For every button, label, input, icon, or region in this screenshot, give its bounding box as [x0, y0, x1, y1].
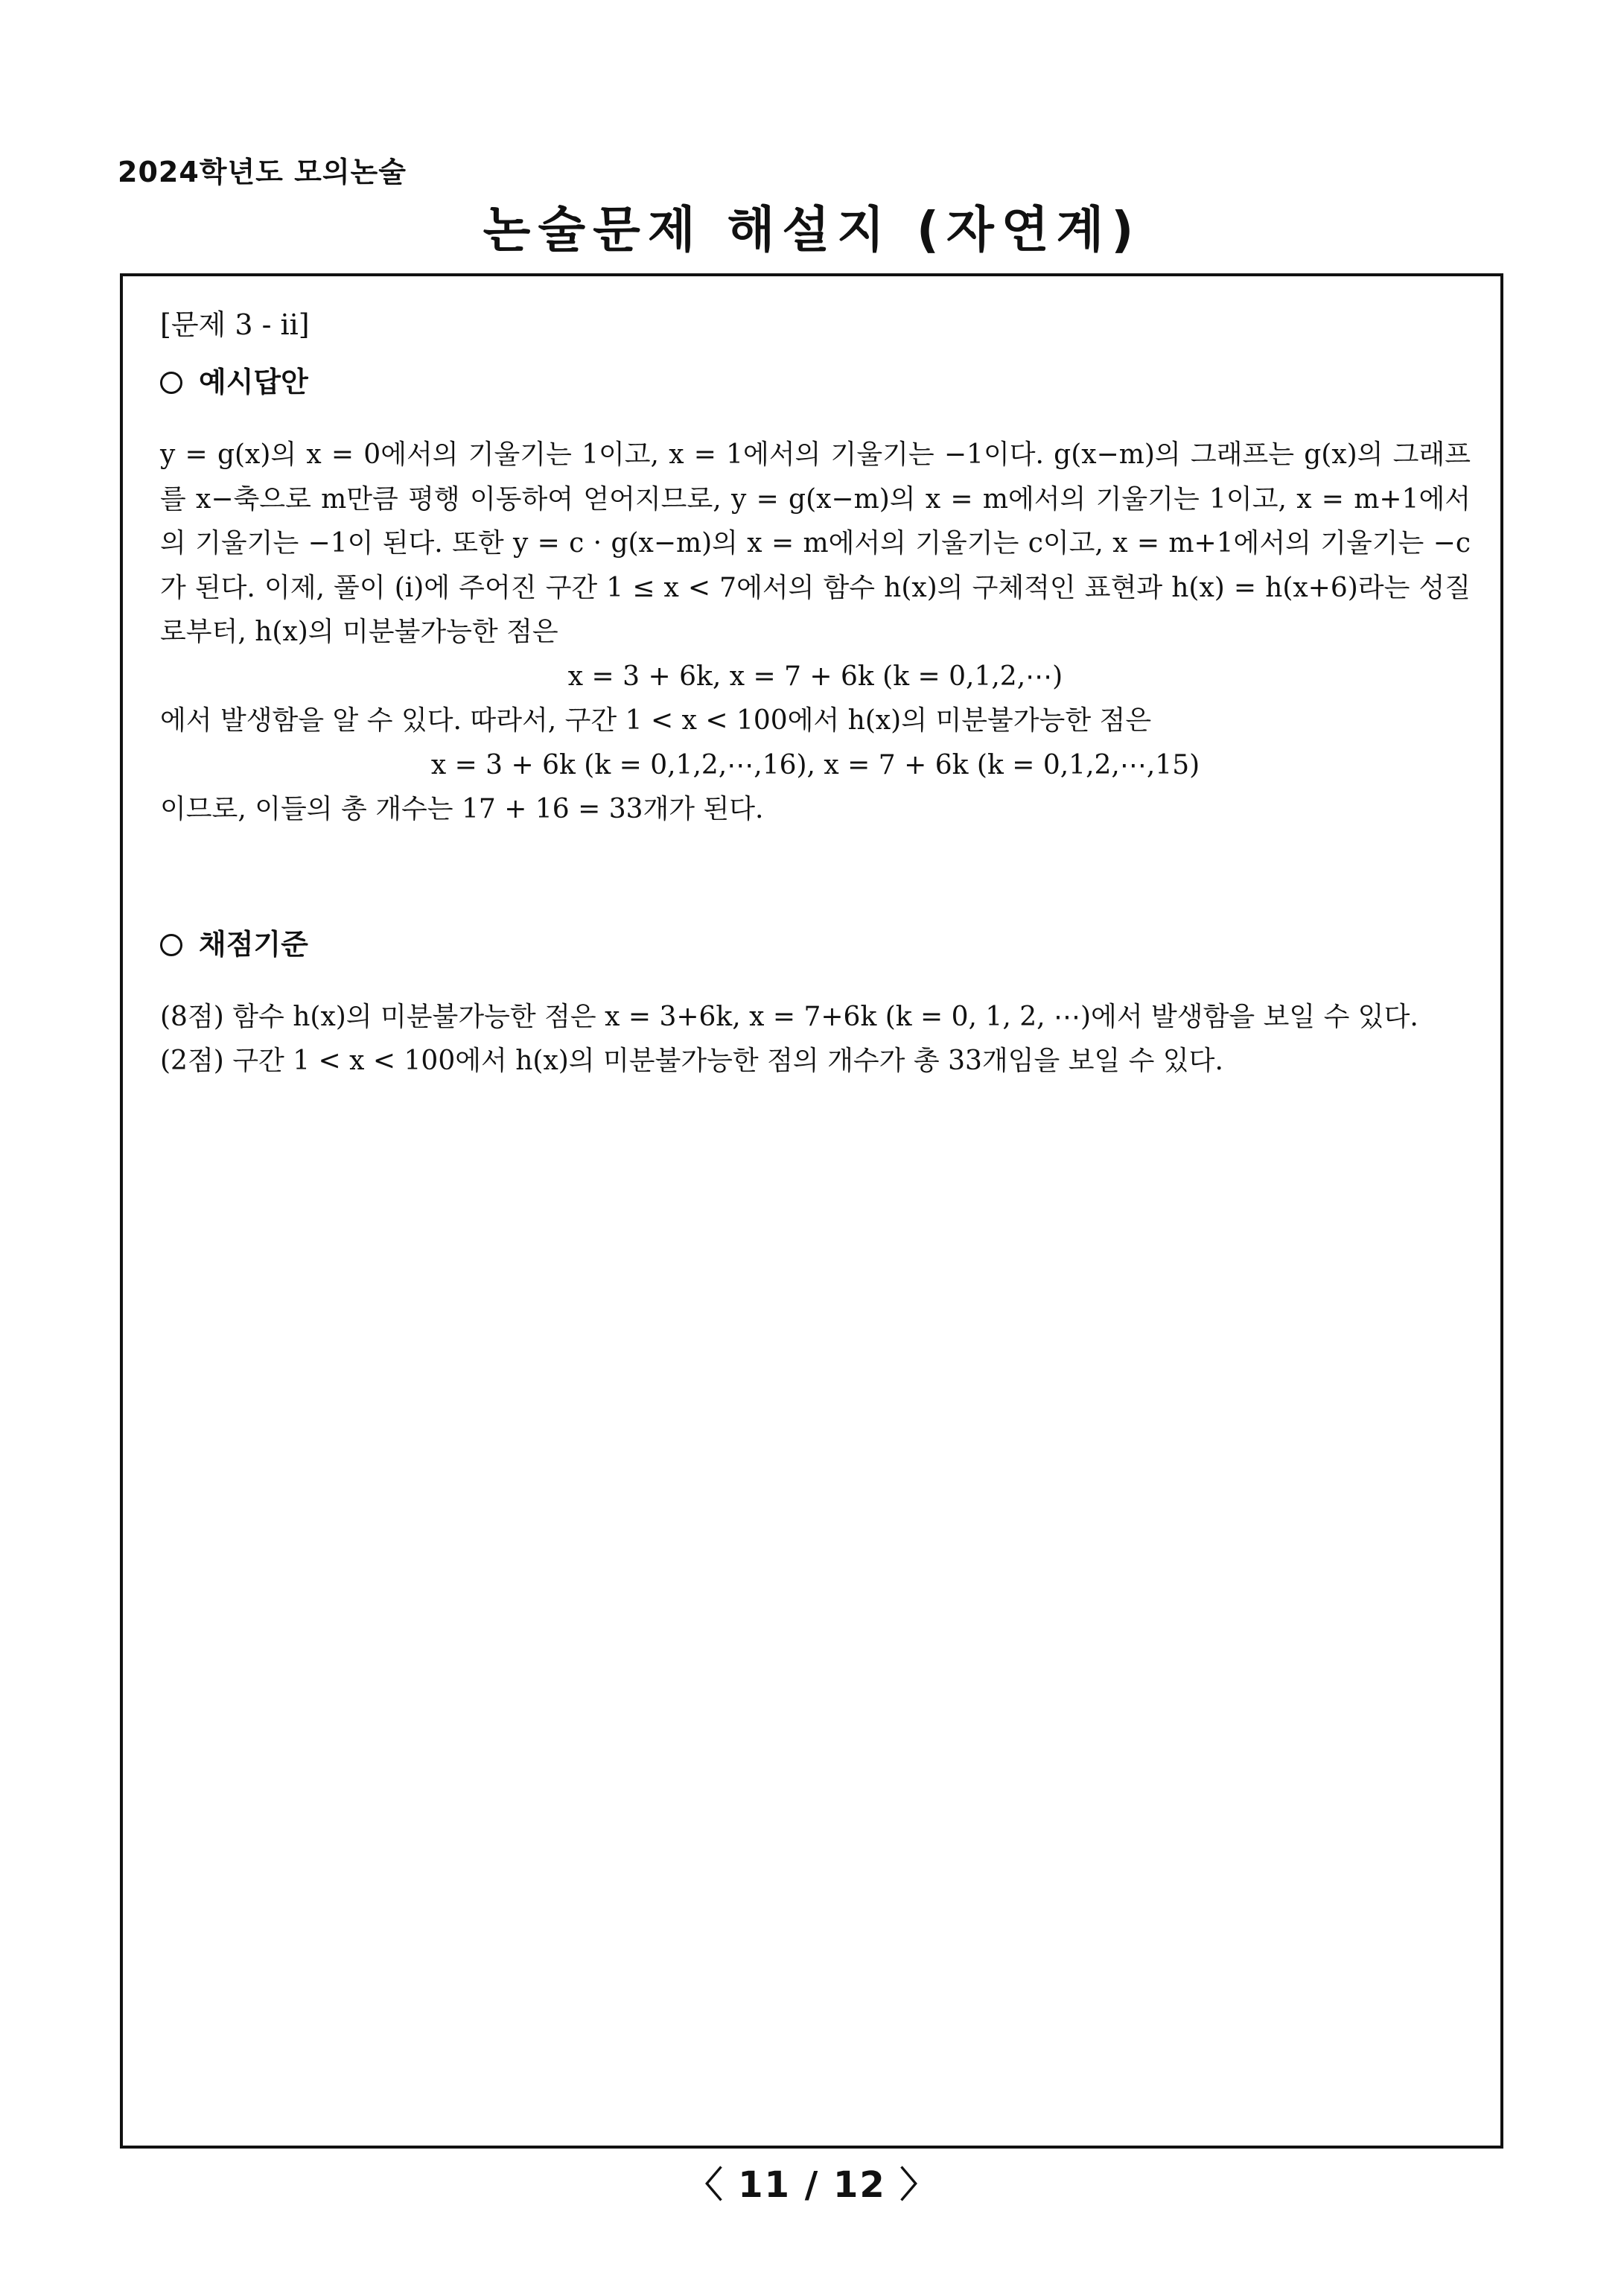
formula-2: x = 3 + 6k (k = 0,1,2,⋯,16), x = 7 + 6k (k = 0,1,2,⋯,15) [430, 749, 1200, 780]
grading-criterion-1: (8점) 함수 h(x)의 미분불가능한 점은 x = 3+6k, x = 7+6k (k = 0, 1, 2, ⋯)에서 발생함을 보일 수 있다. [160, 1001, 1418, 1032]
circle-bullet-icon [160, 372, 182, 394]
example-answer-heading [160, 359, 1471, 400]
example-answer-line-2: 에서 발생함을 알 수 있다. 따라서, 구간 1 < x < 100에서 h(x)의 미분불가능한 점은 [160, 705, 1152, 736]
grading-criterion-2: (2점) 구간 1 < x < 100에서 h(x)의 미분불가능한 점의 개수가 총 33개임을 보일 수 있다. [160, 1046, 1223, 1076]
example-answer-conclusion: 이므로, 이들의 총 개수는 17 + 16 = 33개가 된다. [160, 794, 764, 824]
grading-heading [160, 921, 1471, 962]
example-answer-paragraph: y = g(x)의 x = 0에서의 기울기는 1이고, x = 1에서의 기울기는 −1이다. g(x−m)의 그래프는 g(x)의 그래프를 x−축으로 m만큼 평행 이동하여 얻어지므로, y = g(x−m)의 x = m에서의 기울기는 1이고, x = m+1에서의 기울기는 −1이 된다. 또한 y = c · g(x−m)의 x = m에서의 기울기는 c이고, x = m+1에서의 기울기는 −c가 된다. 이제, 풀이 (i)에 주어진 구간 1 ≤ x < 7에서의 함수 h(x)의 구체적인 표현과 h(x) = h(x+6)라는 성질로부터, h(x)의 미분불가능한 점은 [160, 439, 1471, 647]
formula-1: x = 3 + 6k, x = 7 + 6k (k = 0,1,2,⋯) [567, 661, 1063, 692]
answer-content [160, 302, 1471, 1084]
page-title: 논술문제 해설지 (자연계) [483, 201, 1141, 258]
problem-label: [문제 3 - ii] [160, 308, 310, 341]
example-answer-heading-text: 예시답안 [199, 366, 308, 398]
circle-bullet-icon [160, 934, 182, 956]
exam-subtitle: 2024학년도 모의논술 [118, 156, 407, 188]
grading-heading-text: 채점기준 [199, 927, 308, 961]
page-number: 〈 11 / 12 〉 [687, 2164, 937, 2206]
